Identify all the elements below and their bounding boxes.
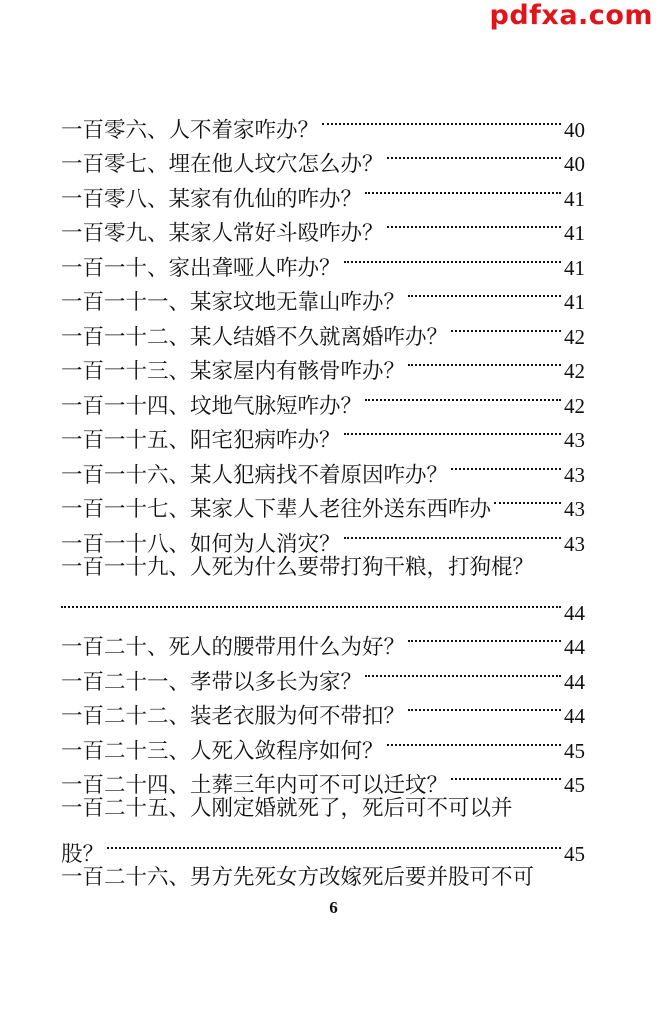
toc-entry: [61, 861, 585, 896]
toc-entry-title: 一百一十八、如何为人消灾？: [61, 531, 341, 557]
toc-entry-page: 44: [564, 704, 585, 728]
toc-dot-leader: [365, 378, 561, 413]
toc-entry-page: 43: [564, 428, 585, 452]
toc-entry-page: 42: [564, 393, 585, 418]
toc-dot-leader: [344, 240, 561, 275]
toc-dot-leader: [451, 758, 561, 793]
toc-entry-page: 43: [564, 462, 585, 487]
toc-entry-page: 44: [564, 600, 585, 625]
toc-entry-page: 45: [564, 738, 585, 763]
toc-entry-title: 一百一十一、某家坟地无靠山咋办？: [61, 290, 406, 315]
toc-entry-page: 40: [564, 152, 585, 176]
toc-entry-title: 一百一十、家出聋哑人咋办？: [61, 255, 341, 281]
toc-entry: [61, 792, 585, 827]
toc-entry-title: 一百零七、埋在他人坟穴怎么办？: [61, 152, 384, 177]
toc-entry-title: 一百零九、某家人常好斗殴咋办？: [61, 221, 384, 246]
toc-entry-page: 44: [564, 635, 585, 659]
toc-dot-leader: [365, 171, 561, 206]
toc-dot-leader: [365, 654, 561, 689]
toc-entry-page: 42: [564, 359, 585, 383]
toc-entry-page: 40: [564, 117, 585, 142]
toc-entry-title: 一百二十一、孝带以多长为家？: [61, 669, 363, 695]
toc-entry-title: 一百一十九、人死为什么要带打狗干粮，打狗棍？: [61, 554, 535, 580]
toc-dot-leader: [408, 620, 561, 655]
toc-entry-title: 一百一十六、某人犯病找不着原因咋办？: [61, 462, 449, 488]
toc-dot-leader: [107, 827, 561, 862]
toc-dot-leader: [408, 689, 561, 724]
toc-entry-page: 45: [564, 842, 585, 866]
toc-entry-page: 42: [564, 324, 585, 349]
toc-entry-title: 一百二十六、男方先死女方改嫁死后要并股可不可: [61, 865, 535, 890]
toc-entry-title: 股？: [61, 842, 105, 867]
toc-entry-title: 一百一十三、某家屋内有骸骨咋办？: [61, 359, 406, 384]
watermark-text: pdfxa.com: [489, 0, 653, 31]
toc-entry-page: 41: [564, 221, 585, 245]
toc-entry-page: 45: [564, 773, 585, 797]
toc-dot-leader: [408, 344, 561, 379]
toc-entry-page: 43: [564, 531, 585, 556]
toc-entry-page: 44: [564, 669, 585, 694]
toc-entry-title: 一百一十二、某人结婚不久就离婚咋办？: [61, 324, 449, 350]
toc-dot-leader: [408, 275, 561, 310]
table-of-contents: [61, 102, 585, 896]
toc-dot-leader: [344, 413, 561, 448]
toc-dot-leader: [61, 585, 561, 620]
toc-dot-leader: [451, 309, 561, 344]
toc-dot-leader: [494, 482, 561, 517]
toc-entry: [61, 551, 585, 586]
toc-entry: [61, 102, 585, 143]
toc-dot-leader: [451, 447, 561, 482]
toc-dot-leader: [322, 102, 561, 137]
toc-entry-title: 一百二十五、人刚定婚就死了，死后可不可以并: [61, 796, 513, 821]
toc-entry-page: 41: [564, 186, 585, 211]
toc-entry-title: 一百一十四、坟地气脉短咋办？: [61, 393, 363, 419]
toc-dot-leader: [387, 137, 561, 172]
toc-entry-title: 一百二十二、装老衣服为何不带扣？: [61, 704, 406, 729]
toc-dot-leader: [387, 206, 561, 241]
toc-entry-title: 一百一十七、某家人下辈人老往外送东西咋办: [61, 497, 492, 522]
toc-dot-leader: [387, 723, 561, 758]
toc-entry-title: 一百二十四、土葬三年内可不可以迁坟？: [61, 773, 449, 798]
toc-entry-title: 一百零八、某家有仇仙的咋办？: [61, 186, 363, 212]
toc-entry-continuation: [61, 585, 585, 625]
toc-entry-title: 一百零六、人不着家咋办？: [61, 117, 320, 143]
toc-entry-title: 一百二十、死人的腰带用什么为好？: [61, 635, 406, 660]
toc-entry-title: 一百二十三、人死入敛程序如何？: [61, 738, 384, 764]
toc-entry-page: 41: [564, 255, 585, 280]
toc-entry-page: 43: [564, 497, 585, 521]
page-number: 6: [329, 898, 338, 917]
toc-entry: [61, 620, 585, 660]
toc-dot-leader: [344, 516, 561, 551]
toc-entry-continuation: [61, 827, 585, 867]
toc-entry-title: 一百一十五、阳宅犯病咋办？: [61, 428, 341, 453]
toc-entry-page: 41: [564, 290, 585, 314]
